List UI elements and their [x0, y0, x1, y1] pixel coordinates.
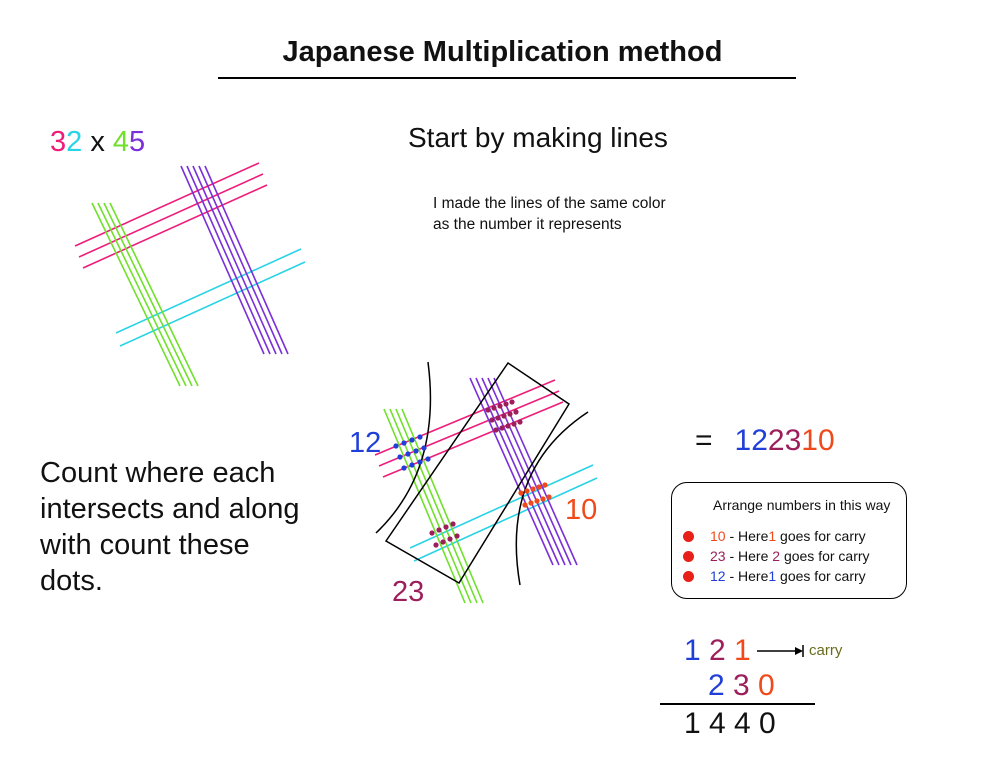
intersection-dot: [503, 401, 508, 406]
line-diagram-1: [75, 163, 305, 386]
sum-digit: 3: [733, 669, 750, 702]
step-heading: Start by making lines: [408, 122, 668, 153]
sum-row-carry: [684, 634, 759, 668]
sum-row-total: [684, 707, 784, 741]
intersection-dot: [493, 427, 498, 432]
intersection-dot: [450, 521, 455, 526]
arrange-row-number: 23: [710, 548, 726, 564]
sum-digit: 2: [709, 634, 726, 667]
label-10: 10: [565, 494, 598, 526]
factor1-digit2: 2: [66, 126, 83, 158]
result-expression: [695, 424, 835, 458]
intersection-dot: [505, 423, 510, 428]
bullet-dot: [683, 531, 694, 542]
carry-label: carry: [809, 642, 843, 659]
sum-digit: 0: [759, 707, 776, 740]
arrange-row: [683, 568, 866, 584]
page-title: Japanese Multiplication method: [282, 36, 723, 68]
label-23: 23: [392, 576, 425, 608]
factor1-digit1: 3: [50, 126, 67, 158]
line-digit-4: [98, 203, 186, 386]
arrange-row-carry-digit: 1: [768, 528, 777, 544]
line-digit-3: [75, 163, 259, 246]
intersection-dot: [443, 524, 448, 529]
intersection-dot: [417, 459, 422, 464]
result-group-12: 12: [734, 424, 768, 457]
carry-arrow: [757, 645, 803, 657]
arrange-row: [683, 528, 866, 544]
line-diagram-2: [375, 362, 597, 603]
equals-sign: =: [695, 424, 713, 457]
intersection-dot: [497, 403, 502, 408]
intersection-dot: [495, 415, 500, 420]
intersection-dot: [522, 502, 527, 507]
intersection-dot: [507, 411, 512, 416]
times-sign: x: [90, 126, 105, 158]
line-digit-3: [79, 174, 263, 257]
intersection-dot: [401, 440, 406, 445]
sum-digit: 0: [758, 669, 775, 702]
intersection-dot: [409, 462, 414, 467]
intersection-dot: [491, 405, 496, 410]
intersection-dot: [421, 445, 426, 450]
intersection-dot: [489, 417, 494, 422]
intersection-dot: [513, 409, 518, 414]
line-digit-4: [110, 203, 198, 386]
arrange-row: [683, 548, 870, 564]
arrange-row-text: - Here: [725, 568, 769, 584]
sum-digit: 1: [684, 634, 701, 667]
line-digit-4: [384, 409, 465, 603]
result-group-23: 23: [767, 424, 802, 457]
intersection-dot: [409, 437, 414, 442]
intersection-dot: [440, 539, 445, 544]
result-group-10: 10: [801, 424, 835, 457]
arrange-row-carry-digit: 2: [772, 548, 781, 564]
sum-digit: 4: [709, 707, 726, 740]
intersection-dot: [540, 496, 545, 501]
intersection-dot: [429, 530, 434, 535]
color-note-line2: as the number it represents: [433, 216, 622, 233]
intersection-dot: [518, 490, 523, 495]
intersection-dot: [530, 486, 535, 491]
intersection-dot: [501, 413, 506, 418]
label-12: 12: [349, 427, 382, 459]
arrange-row-carry-digit: 1: [768, 568, 777, 584]
intersection-dot: [447, 536, 452, 541]
color-note-line1: I made the lines of the same color: [433, 195, 666, 212]
intersection-dot: [517, 419, 522, 424]
intersection-dot: [433, 542, 438, 547]
line-digit-5: [187, 166, 270, 354]
intersection-dot: [499, 425, 504, 430]
arrange-row-text: goes for carry: [780, 548, 870, 564]
line-digit-5: [199, 166, 282, 354]
arrange-row-number: 12: [710, 568, 726, 584]
intersection-dot: [405, 451, 410, 456]
arrange-row-text: - Here: [725, 528, 769, 544]
intersection-dot: [425, 456, 430, 461]
arrange-row-text: - Here: [725, 548, 773, 564]
sum-digit: 4: [734, 707, 751, 740]
intersection-dot: [528, 500, 533, 505]
intersection-dot: [413, 448, 418, 453]
factor2-digit1: 4: [112, 126, 130, 158]
intersection-dot: [536, 484, 541, 489]
line-digit-5: [181, 166, 264, 354]
intersection-dot: [401, 465, 406, 470]
line-digit-2: [120, 262, 305, 346]
sum-digit: 2: [708, 669, 725, 702]
arrange-title: Arrange numbers in this way: [713, 497, 891, 513]
sum-row-units: [708, 669, 783, 703]
line-digit-5: [476, 378, 559, 565]
line-digit-4: [390, 409, 471, 603]
bullet-dot: [683, 571, 694, 582]
intersection-dot: [546, 494, 551, 499]
sum-digit: 1: [734, 634, 751, 667]
intersection-dot: [454, 533, 459, 538]
intersection-dot: [534, 498, 539, 503]
arrange-row-text: goes for carry: [776, 528, 866, 544]
arrange-row-number: 10: [710, 528, 726, 544]
line-digit-4: [104, 203, 192, 386]
intersection-dot: [397, 454, 402, 459]
intersection-dot: [509, 399, 514, 404]
intersection-dot: [511, 421, 516, 426]
count-instruction: Count where each intersects and along with count these dots.: [40, 457, 300, 597]
intersection-dot: [542, 482, 547, 487]
intersection-dot: [436, 527, 441, 532]
sum-rule: [660, 703, 815, 705]
intersection-dot: [485, 407, 490, 412]
line-digit-5: [193, 166, 276, 354]
bullet-dot: [683, 551, 694, 562]
arrange-row-text: goes for carry: [776, 568, 866, 584]
line-digit-5: [470, 378, 553, 565]
sum-digit: 1: [684, 707, 701, 740]
intersection-dot: [417, 434, 422, 439]
factor2-digit2: 5: [129, 126, 146, 158]
intersection-dot: [393, 443, 398, 448]
intersection-dot: [524, 488, 529, 493]
